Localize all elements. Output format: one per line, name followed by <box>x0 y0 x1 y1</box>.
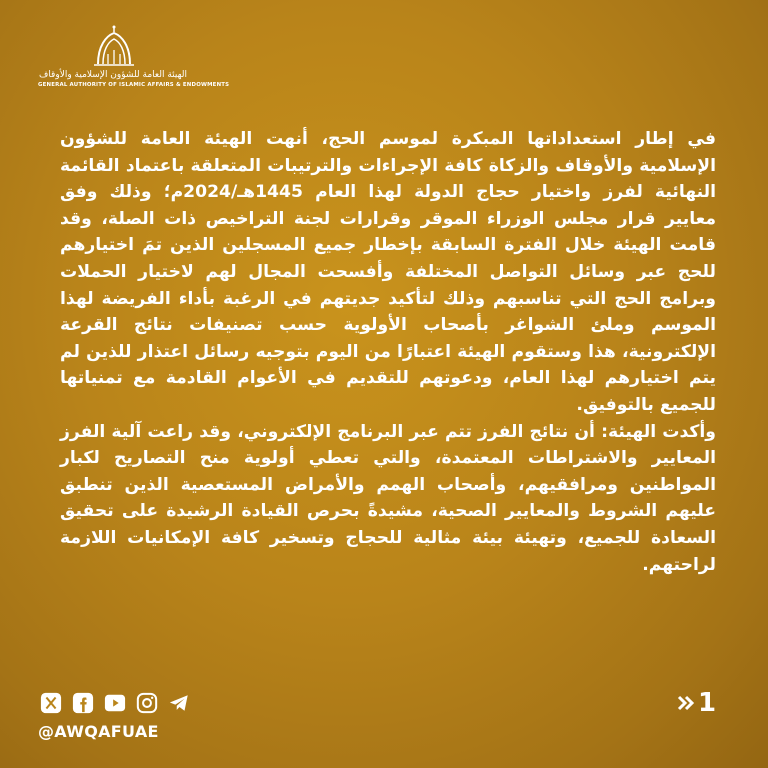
org-name-english: GENERAL AUTHORITY OF ISLAMIC AFFAIRS & ENDOWMENTS <box>38 82 230 88</box>
org-logo <box>38 24 230 94</box>
social-handle[interactable]: @AWQAFUAE <box>38 722 159 741</box>
org-name-arabic: الهيئة العامة للشؤون الإسلامية والأوقاف <box>38 70 188 80</box>
telegram-link[interactable] <box>166 690 192 716</box>
page-number: 1 <box>698 688 717 718</box>
youtube-link[interactable] <box>102 690 128 716</box>
facebook-icon <box>72 692 94 714</box>
x-icon <box>40 692 62 714</box>
double-chevron-right-icon <box>676 693 696 713</box>
article-paragraph: في إطار استعداداتها المبكرة لموسم الحج، أنهت الهيئة العامة للشؤون الإسلامية والأوقاف والزكاة كافة الإجراءات والترتيبات المتعلقة باعتماد القائمة النهائية لفرز واختيار حجاج الدولة لهذا العام 1445هـ/2024م؛ وذلك وفق معايير قرار مجلس الوزراء الموقر وقرارات لجنة التراخيص ذات الصلة، وقد قامت الهيئة خلال الفترة السابقة بإخطار جميع المسجلين الذين تمَ اختيارهم للحج عبر وسائل التواصل المختلفة وأفسحت المجال لهم لاختيار الحملات وبرامج الحج التي تناسبهم وذلك لتأكيد جديتهم في الرغبة بأداء الفريضة لهذا الموسم وملئ الشواغر بأصحاب الأولوية حسب تصنيفات نتائج القرعة الإلكترونية، هذا وستقوم الهيئة اعتبارًا من اليوم بتوجيه رسائل اعتذار للذين لم يتم اختيارهم لهذا العام، ودعوتهم للتقديم في الأعوام القادمة مع تمنياتها للجميع بالتوفيق. <box>60 129 716 415</box>
telegram-icon <box>168 692 190 714</box>
mosque-dome-icon <box>92 24 136 68</box>
article-body <box>60 126 716 578</box>
facebook-link[interactable] <box>70 690 96 716</box>
youtube-icon <box>104 692 126 714</box>
x-link[interactable] <box>38 690 64 716</box>
article-paragraph: وأكدت الهيئة: أن نتائج الفرز تتم عبر البرنامج الإلكتروني، وقد راعت آلية الفرز المعايير والاشتراطات المعتمدة، والتي تعطي أولوية منح التصاريح لكبار المواطنين ومرافقيهم، وأصحاب الهمم والأمراض المستعصية الذين تنطبق عليهم الشروط والمعايير الصحية، مشيدةً بحرص القيادة الرشيدة على تحقيق السعادة للجميع، وتهيئة بيئة مثالية للحجاج وتسخير كافة الإمكانيات اللازمة لراحتهم. <box>60 421 716 575</box>
instagram-link[interactable] <box>134 690 160 716</box>
social-links <box>38 690 192 716</box>
page-indicator[interactable] <box>676 689 724 717</box>
instagram-icon <box>136 692 158 714</box>
